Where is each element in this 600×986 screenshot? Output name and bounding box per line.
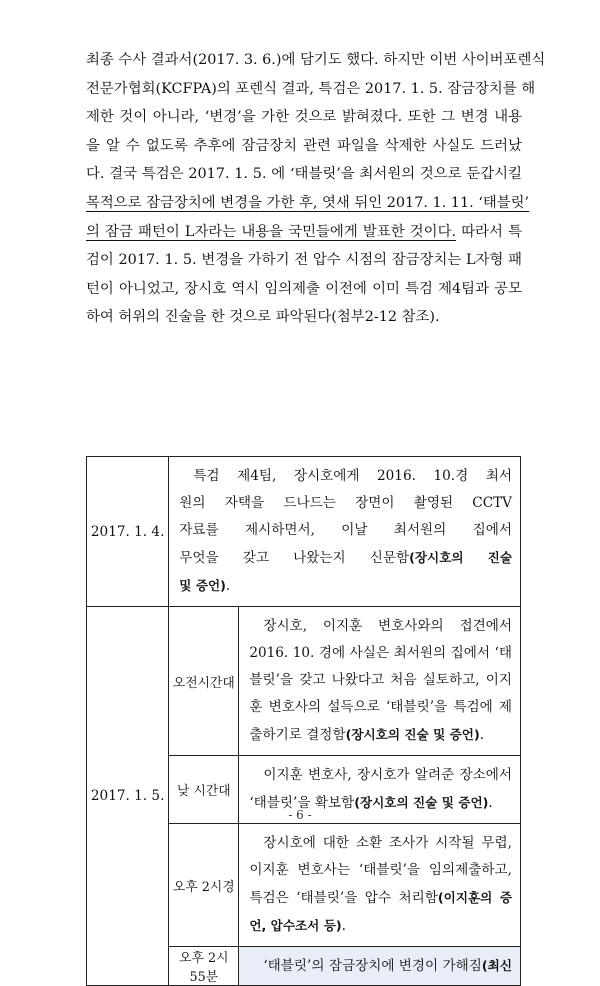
event-end: . [225,578,231,594]
para-line-5 [86,160,522,189]
para-line-3: 제한 것이 아니라, ‘변경’을 가한 것으로 밝혀졌다. 또한 그 변경 내용 [86,109,522,126]
event-text: 무엇을 갖고 나왔는지 신문함 [179,550,410,566]
event-cell [239,947,521,986]
source-note: (최신 [481,958,512,973]
para-line-8: 검이 2017. 1. 5. 변경을 가하기 전 압수 시점의 잠금장치는 L자형 패 [86,252,522,269]
time-cell: 오후 2시경 [169,824,239,947]
para-line-1: 최종 수사 결과서(2017. 3. 6.)에 담기도 했다. 하지만 이번 사이버포렌식 [86,52,546,68]
event-end: . [341,918,346,934]
para-line-9: 턴이 아니었고, 장시호 역시 임의제출 이전에 이미 특검 제4팀과 공모 [86,280,522,297]
event-end: . [488,795,493,811]
para-line-5-text: 다. 결국 특검은 2017. 1. 5. 에 ‘태블릿’을 최서원의 것으로 둔갑시킬 [86,166,522,183]
time-cell: 오전시간대 [169,607,239,756]
event-line [179,544,512,572]
event-line [179,572,512,600]
event-text: ‘태블릿’의 잠금장치에 변경이 가해짐 [263,958,482,974]
event-line: 이지훈 변호사, 장시호가 알려준 장소에서 [263,767,512,783]
para-line-6: 목적으로 잠금장치에 변경을 가한 후, 엿새 뒤인 2017. 1. 11. ‘태블릿’ [86,194,530,211]
para-line-7-underlined: 의 잠금 패턴이 L자라는 내용을 국민들에게 발표한 것이다. [86,223,457,240]
para-line-7-tail: 따라서 특 [456,223,522,240]
para-line-10: 하여 허위의 진술을 한 것으로 파악된다(첨부2-12 참조). [86,309,440,326]
event-line: 블릿’을 갖고 나왔다고 처음 실토하고, 이지 [249,672,512,688]
source-note: (장시호의 진술 및 증언) [354,795,489,810]
table-row [87,457,521,607]
para-line-2: 전문가협회(KCFPA)의 포렌식 결과, 특검은 2017. 1. 5. 잠금장치를 해 [86,80,536,97]
source-note: (장시호의 진술 [409,550,513,565]
source-note: (이지훈의 증 [437,890,513,905]
table-row [87,607,521,756]
time-cell: 낮 시간대 [169,756,239,824]
date-cell: 2017. 1. 4. [87,457,169,607]
event-cell [239,824,521,947]
event-line [249,884,512,912]
time-cell: 오후 2시 55분 [169,947,239,986]
event-text: 출하기로 결정함 [249,727,346,743]
date-cell: 2017. 1. 5. [87,607,169,986]
source-note: 언, 압수조서 등) [249,918,342,933]
event-line: 2016. 10. 경에 사실은 최서원의 집에서 ‘태 [249,645,512,661]
event-line [249,952,512,980]
event-line: 원의 자택을 드나드는 장면이 촬영된 CCTV [179,495,512,511]
event-line: 장시호에 대한 소환 조사가 시작될 무렵, [263,835,512,851]
event-line: 훈 변호사의 설득으로 ‘태블릿’을 특검에 제 [249,699,512,715]
body-paragraph [86,46,546,332]
event-cell [169,457,521,607]
source-note: 및 증언) [179,578,226,593]
timeline-table [86,456,521,986]
event-line: 이지훈 변호사는 ‘태블릿’을 임의제출하고, [249,862,512,878]
page-number: - 6 - [288,808,312,822]
event-text: ‘태블릿’을 확보함 [249,795,355,811]
event-line [249,721,512,749]
event-line: 장시호, 이지훈 변호사와의 접견에서 [263,618,512,634]
event-text: 특검은 ‘태블릿’을 압수 처리함 [249,890,438,906]
para-line-7 [86,218,522,247]
event-line: 특검 제4팀, 장시호에게 2016. 10.경 최서 [193,468,512,484]
event-end: . [479,727,485,743]
para-line-4: 을 알 수 없도록 추후에 잠금장치 관련 파일을 삭제한 사실도 드러났 [86,137,522,154]
event-line [249,912,512,940]
event-cell [239,607,521,756]
source-note: (장시호의 진술 및 증언) [345,727,480,742]
event-line: 자료를 제시하면서, 이날 최서원의 집에서 [179,522,512,538]
